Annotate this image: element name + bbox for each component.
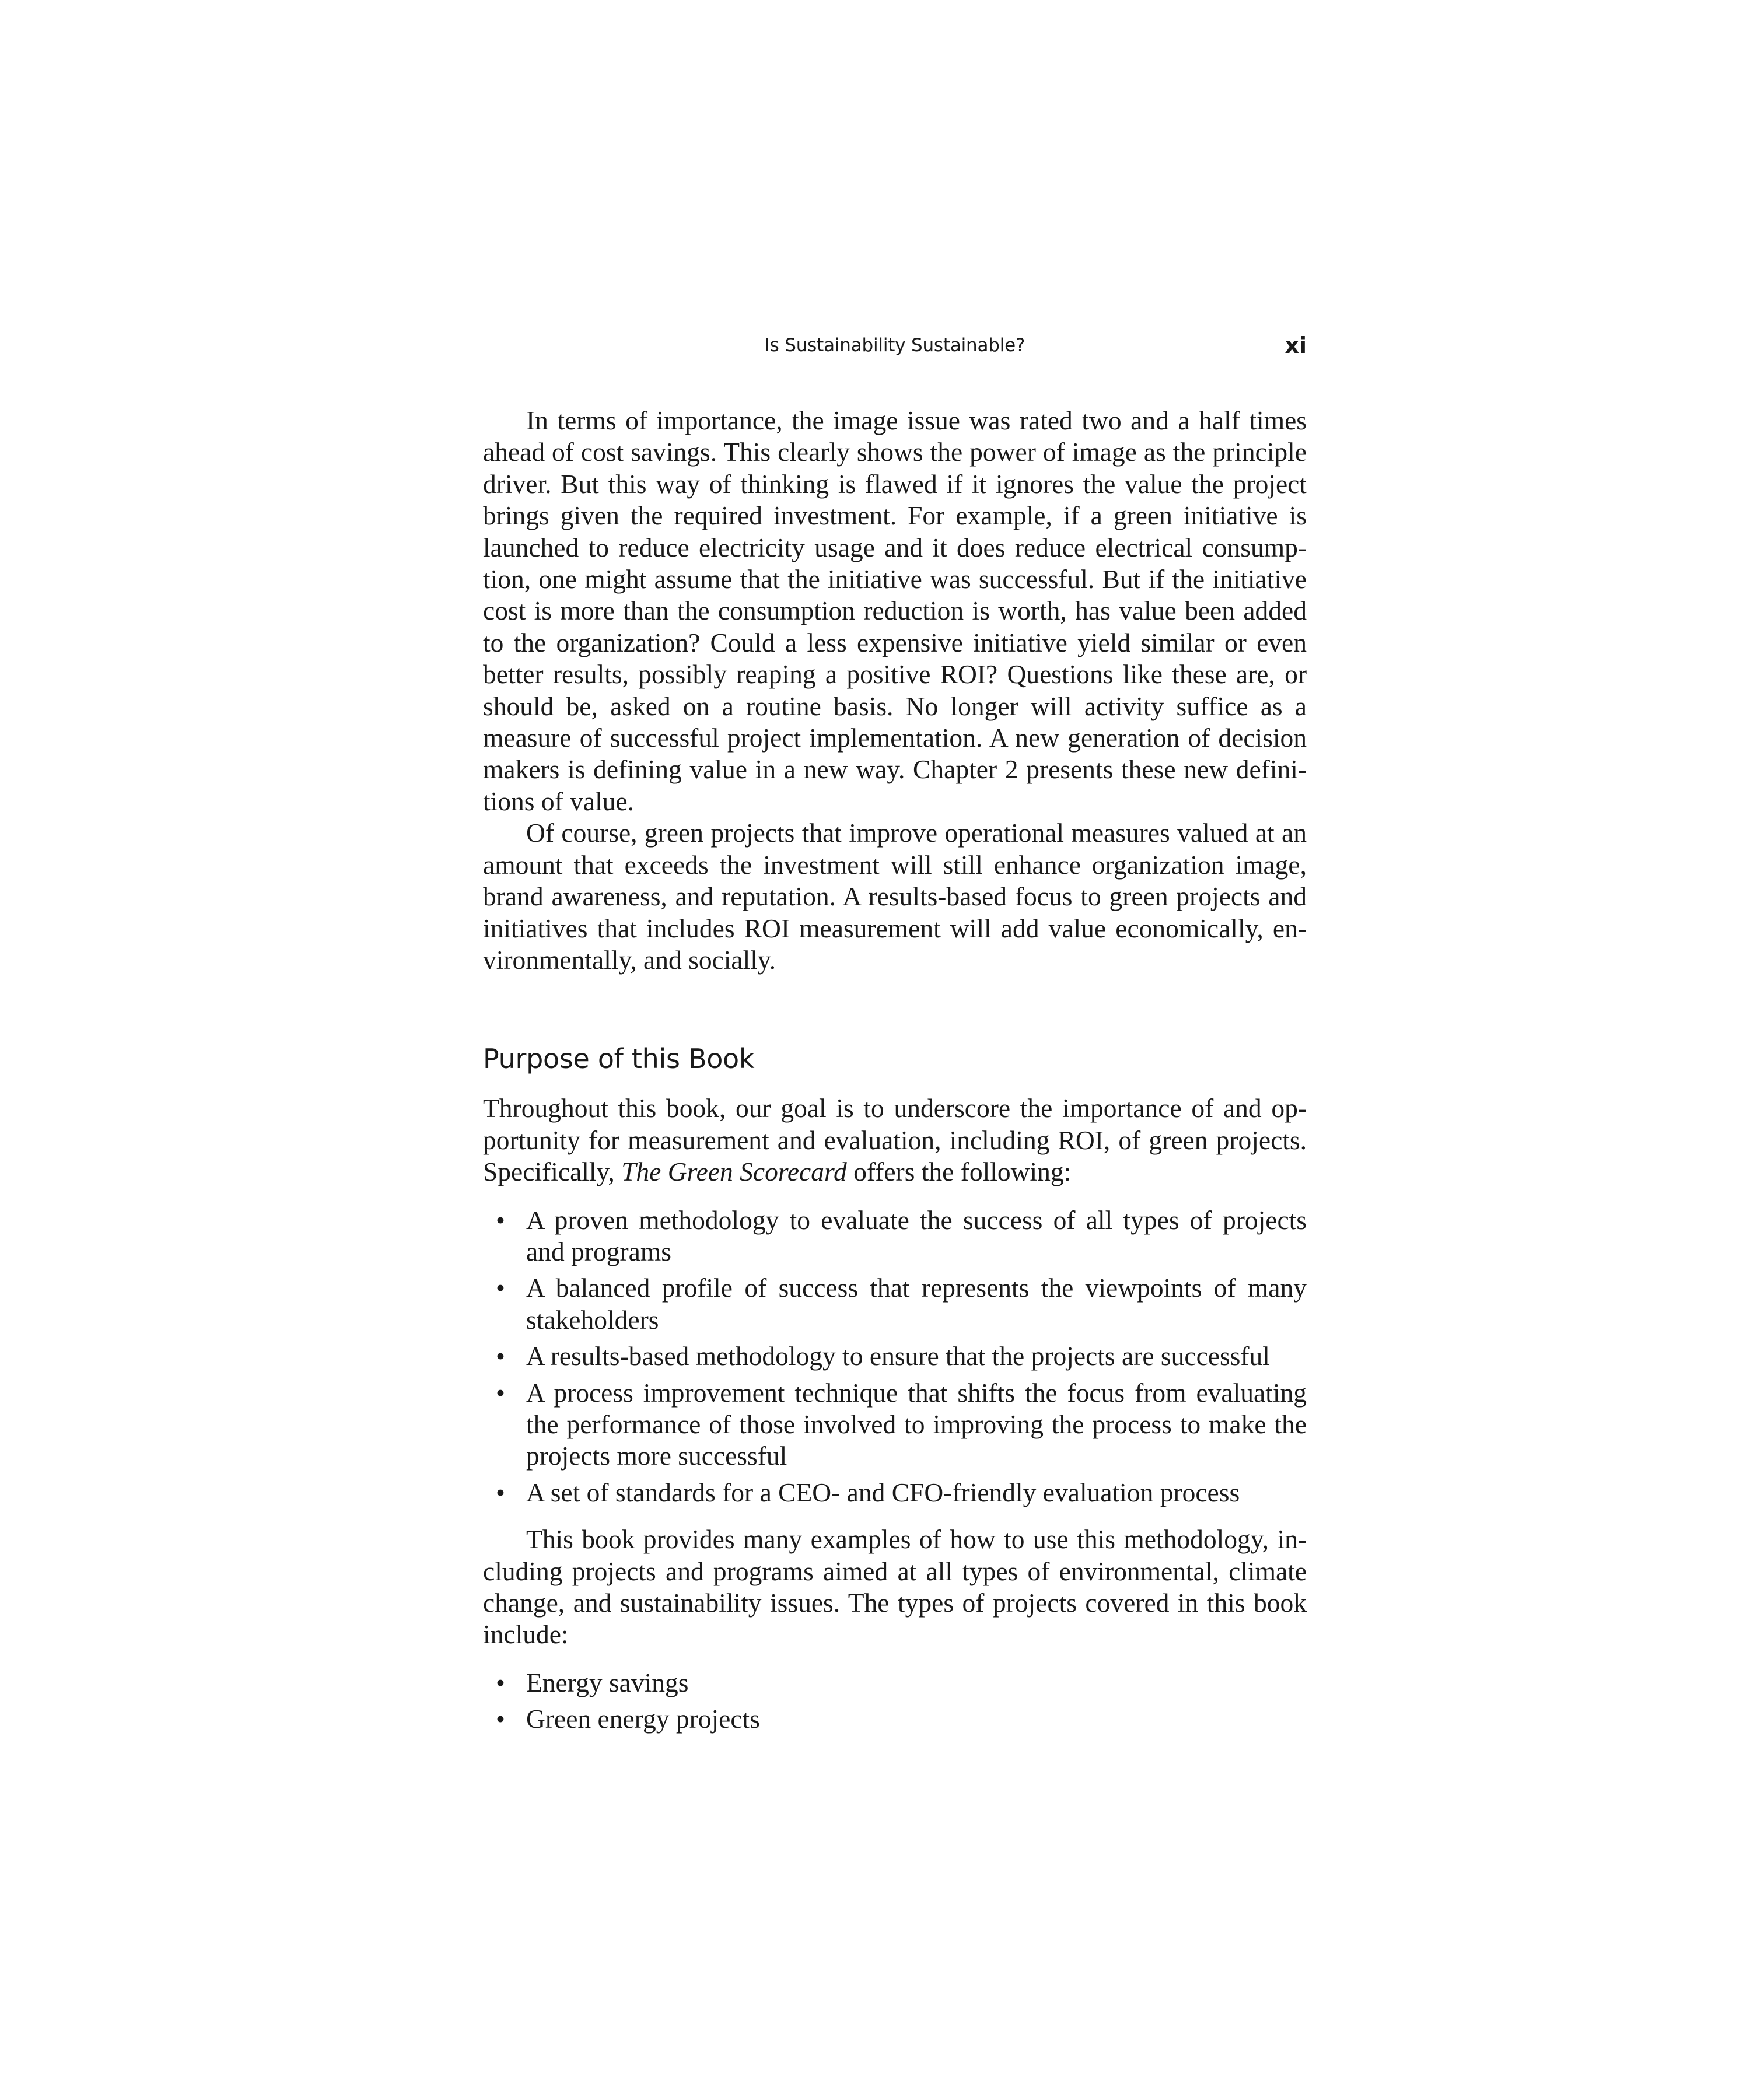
paragraph-project-types: This book provides many examples of how to use this methodology, including projects and programs aimed at all types of environmental, climate change, and sustainability issues. The types of projects covered in this book include: (483, 1524, 1307, 1650)
body-text (483, 405, 1307, 1751)
bullet-icon: • (496, 1704, 505, 1734)
list-item-text: A results-based methodology to ensure that the projects are successful (526, 1341, 1270, 1371)
list-item-text: Green energy projects (526, 1704, 760, 1734)
list-item (483, 1377, 1307, 1472)
running-title: Is Sustainability Sustainable? (764, 335, 1026, 356)
list-item (483, 1477, 1307, 1508)
paragraph-purpose-intro (483, 1093, 1307, 1188)
list-item (483, 1667, 1307, 1699)
page-number: xi (1284, 332, 1307, 358)
bullet-icon: • (496, 1273, 505, 1303)
list-item-text: A proven methodology to evaluate the success of all types of projects and programs (526, 1205, 1307, 1266)
list-item-text: Energy savings (526, 1667, 689, 1698)
list-item-text: A process improvement technique that shifts the focus from evaluating the performance of those involved to improving the process to make the projects more successful (526, 1377, 1307, 1471)
running-head (483, 332, 1307, 362)
intro-text-end: offers the following: (846, 1157, 1072, 1187)
list-item-text: A set of standards for a CEO- and CFO-friendly evaluation process (526, 1477, 1240, 1507)
offers-list (483, 1205, 1307, 1509)
bullet-icon: • (496, 1477, 505, 1507)
list-item (483, 1340, 1307, 1372)
book-title: The Green Scorecard (621, 1157, 847, 1187)
paragraph-results-based-focus: Of course, green projects that improve operational measures valued at an amount that exceeds the investment will still enhance organization image, brand awareness, and reputation. A results-based focus to green projects and initiatives that includes ROI measurement will add value economically, environmentally, and socially. (483, 818, 1307, 975)
list-item (483, 1703, 1307, 1735)
list-item-text: A balanced profile of success that represents the viewpoints of many stakeholders (526, 1273, 1307, 1335)
project-types-list (483, 1667, 1307, 1735)
bullet-icon: • (496, 1205, 505, 1235)
list-item (483, 1205, 1307, 1268)
intro-text-start: Throughout this book, our goal is to underscore the importance of and opportunity for measurement and evaluation, including ROI, of green projects. Specifically, (483, 1093, 1307, 1187)
bullet-icon: • (496, 1667, 505, 1698)
paragraph-image-vs-cost: In terms of importance, the image issue was rated two and a half times ahead of cost savings. This clearly shows the power of image as the principle driver. But this way of thinking is flawed if it ignores the value the project brings given the required investment. For example, if a green initiative is launched to reduce electricity usage and it does reduce electrical consumption, one might assume that the initiative was successful. But if the initiative cost is more than the consumption reduction is worth, has value been added to the organization? Could a less expensive initiative yield similar or even better results, possibly reaping a positive ROI? Questions like these are, or should be, asked on a routine basis. No longer will activity suffice as a measure of successful project implementation. A new generation of decision makers is defining value in a new way. Chapter 2 presents these new definitions of value. (483, 405, 1307, 816)
list-item (483, 1272, 1307, 1336)
bullet-icon: • (496, 1341, 505, 1371)
bullet-icon: • (496, 1377, 505, 1408)
section-heading: Purpose of this Book (483, 1043, 755, 1075)
